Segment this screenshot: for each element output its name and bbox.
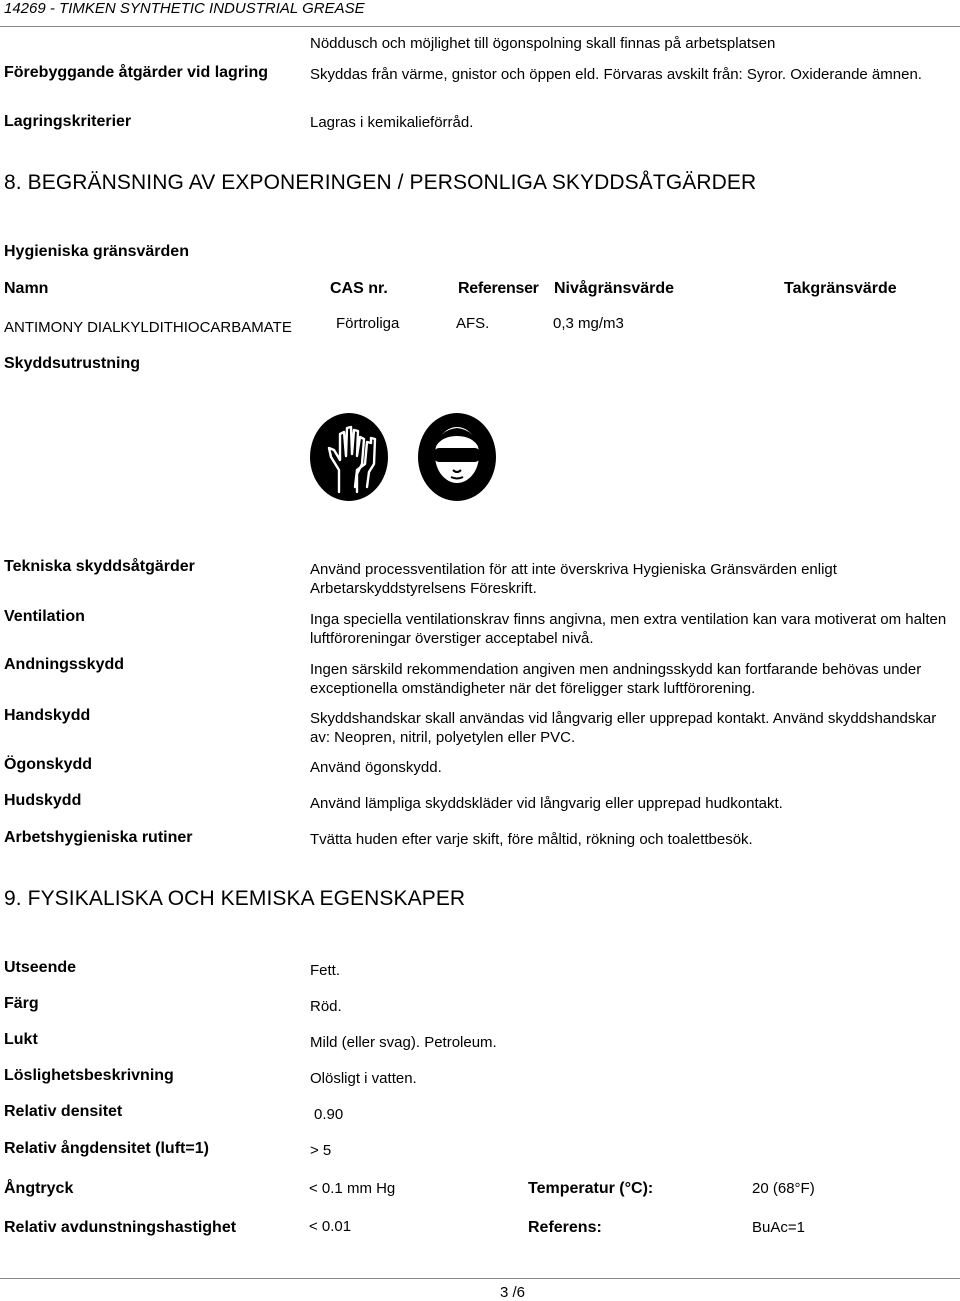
header-divider: [0, 26, 960, 27]
property-label: Lukt: [4, 1031, 38, 1048]
property-value: Fett.: [310, 962, 341, 979]
gloves-icon: [309, 412, 389, 502]
page-number: 3 /6: [500, 1284, 526, 1301]
substance-name: ANTIMONY DIALKYLDITHIOCARBAMATE: [4, 319, 292, 336]
ppe-label: Skyddsutrustning: [4, 355, 141, 372]
ppe-item-label: Andningsskydd: [4, 656, 125, 673]
substance-reference: AFS.: [456, 315, 490, 332]
ppe-item-label: Tekniska skyddsåtgärder: [4, 558, 195, 575]
ppe-item-label: Ögonskydd: [4, 756, 93, 773]
emergency-shower-text: Nöddusch och möjlighet till ögonspolning skall finnas på arbetsplatsen: [310, 35, 776, 52]
property-label: Relativ avdunstningshastighet: [4, 1219, 237, 1236]
temperature-value: 20 (68°F): [752, 1180, 815, 1197]
ppe-item-label: Handskydd: [4, 707, 91, 724]
ppe-item-text: Skyddshandskar skall användas vid långvarig eller upprepad kontakt. Använd skyddshandskar av: Neopren, nitril, polyetylen eller PVC.: [310, 710, 937, 746]
property-label: Löslighetsbeskrivning: [4, 1067, 174, 1084]
ppe-item-label: Hudskydd: [4, 792, 82, 809]
column-header-references: Referenser: [458, 280, 539, 297]
storage-criteria-label: Lagringskriterier: [4, 113, 132, 130]
document-title: 14269 - TIMKEN SYNTHETIC INDUSTRIAL GREASE: [4, 0, 365, 17]
ppe-item-text: Tvätta huden efter varje skift, före måltid, rökning och toalettbesök.: [310, 831, 753, 848]
ppe-item-text: Inga speciella ventilationskrav finns angivna, men extra ventilation kan vara motiverat om halten luftföroreningar överstiger acceptabel nivå.: [310, 611, 947, 647]
section-9-title: 9. FYSIKALISKA OCH KEMISKA EGENSKAPER: [4, 887, 466, 910]
property-value: Olösligt i vatten.: [310, 1070, 417, 1087]
storage-prevention-label: Förebyggande åtgärder vid lagring: [4, 64, 269, 81]
property-label: Utseende: [4, 959, 77, 976]
ppe-item-text: Ingen särskild rekommendation angiven men andningsskydd kan fortfarande behövas under exceptionella omständigheter när det föreligger stark luftförorening.: [310, 661, 922, 697]
property-value: > 5: [310, 1142, 332, 1159]
ppe-item-label: Arbetshygieniska rutiner: [4, 829, 193, 846]
property-value: Röd.: [310, 998, 342, 1015]
storage-criteria-text: Lagras i kemikalieförråd.: [310, 114, 474, 131]
property-label: Relativ ångdensitet (luft=1): [4, 1140, 209, 1157]
property-value: < 0.1 mm Hg: [309, 1180, 396, 1197]
ppe-item-text: Använd lämpliga skyddskläder vid långvarig eller upprepad hudkontakt.: [310, 795, 783, 812]
ppe-item-label: Ventilation: [4, 608, 85, 625]
ppe-item-text: Använd ögonskydd.: [310, 759, 442, 776]
storage-prevention-text: Skyddas från värme, gnistor och öppen eld. Förvaras avskilt från: Syror. Oxiderande ämnen.: [310, 66, 922, 83]
safety-goggles-icon: [417, 412, 497, 502]
footer-divider: [0, 1278, 960, 1279]
column-header-ceiling-limit: Takgränsvärde: [784, 280, 897, 297]
substance-level-limit: 0,3 mg/m3: [553, 315, 624, 332]
substance-cas: Förtroliga: [336, 315, 400, 332]
hygiene-limits-label: Hygieniska gränsvärden: [4, 243, 189, 260]
property-value: 0.90: [314, 1106, 344, 1123]
property-label: Färg: [4, 995, 39, 1012]
property-value: Mild (eller svag). Petroleum.: [310, 1034, 497, 1051]
section-8-title: 8. BEGRÄNSNING AV EXPONERINGEN / PERSONLIGA SKYDDSÅTGÄRDER: [4, 171, 757, 194]
temperature-label: Temperatur (°C):: [528, 1180, 654, 1197]
column-header-cas: CAS nr.: [330, 280, 388, 297]
property-value: < 0.01: [309, 1218, 352, 1235]
column-header-level-limit: Nivågränsvärde: [554, 280, 675, 297]
column-header-name: Namn: [4, 280, 49, 297]
reference-value: BuAc=1: [752, 1219, 805, 1236]
ppe-item-text: Använd processventilation för att inte överskriva Hygieniska Gränsvärden enligt Arbetarskyddstyrelsens Föreskrift.: [310, 561, 837, 597]
reference-label: Referens:: [528, 1219, 602, 1236]
property-label: Ångtryck: [4, 1180, 74, 1197]
property-label: Relativ densitet: [4, 1103, 123, 1120]
